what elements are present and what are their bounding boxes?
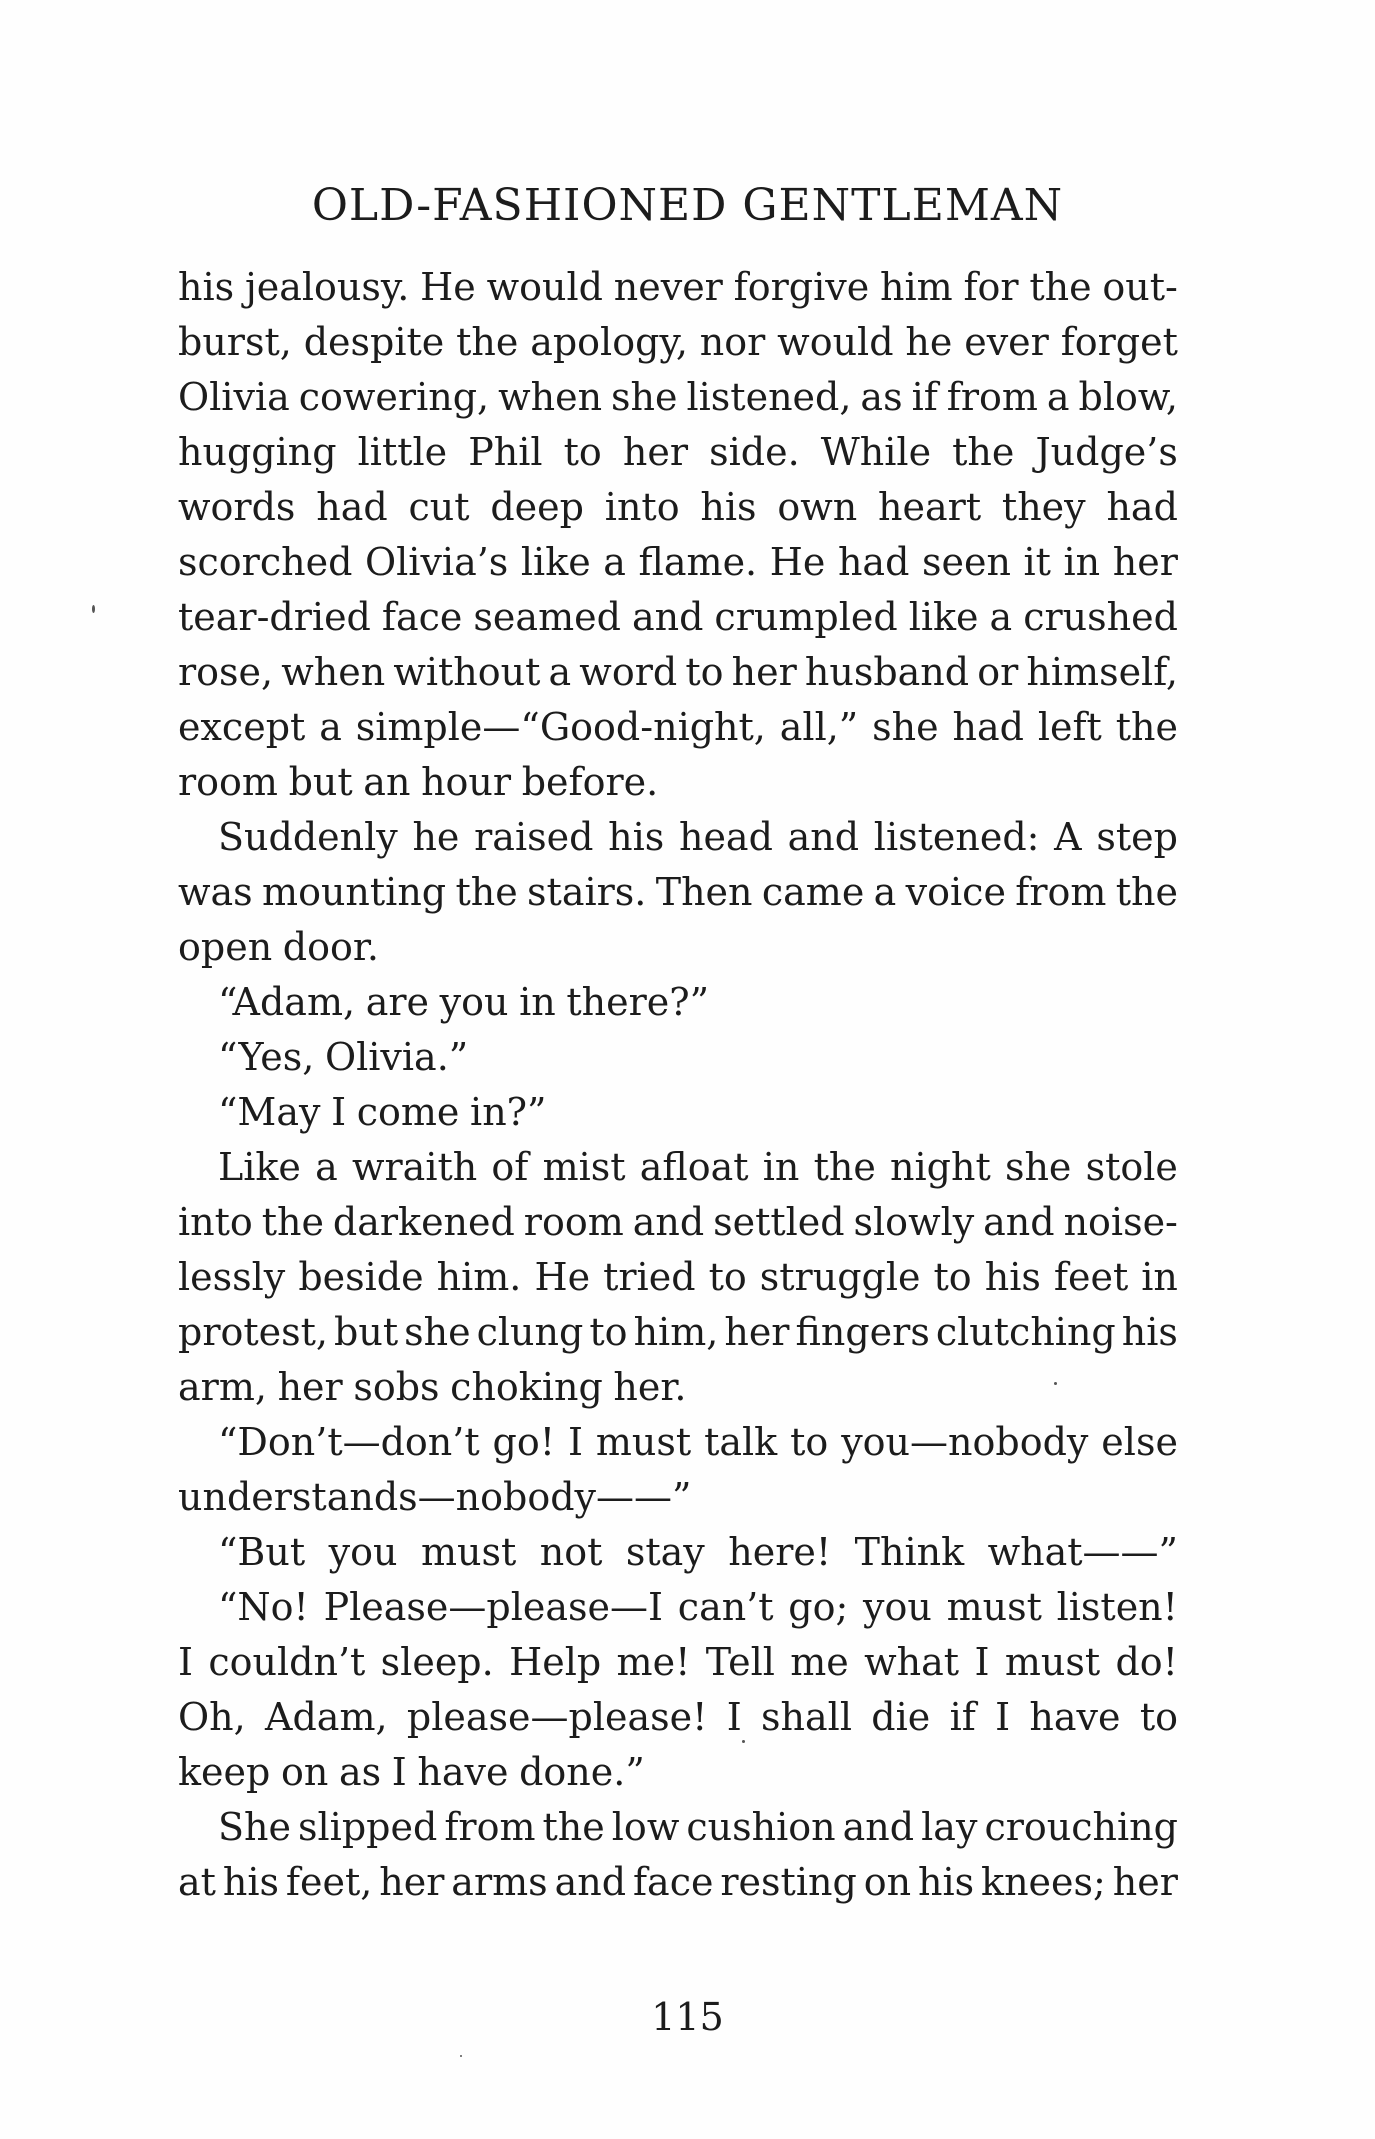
text-line: Olivia cowering, when she listened, as if from a blow, bbox=[178, 375, 1178, 419]
text-line: words had cut deep into his own heart they had bbox=[178, 485, 1178, 529]
text-line: at his feet, her arms and face resting on his knees; her bbox=[178, 1860, 1178, 1904]
text-line: “No! Please—please—I can’t go; you must listen! bbox=[218, 1585, 1178, 1629]
text-line: Like a wraith of mist afloat in the night she stole bbox=[218, 1145, 1178, 1189]
text-line: was mounting the stairs. Then came a voice from the bbox=[178, 870, 1178, 914]
ink-speck bbox=[92, 605, 95, 613]
ink-speck bbox=[460, 2055, 462, 2057]
text-line: Oh, Adam, please—please! I shall die if I have to bbox=[178, 1695, 1178, 1739]
text-line: lessly beside him. He tried to struggle to his feet in bbox=[178, 1255, 1178, 1299]
text-line: rose, when without a word to her husband or himself, bbox=[178, 650, 1178, 694]
text-line: his jealousy. He would never forgive him for the out- bbox=[178, 265, 1178, 309]
text-line: “Don’t—don’t go! I must talk to you—nobody else bbox=[218, 1420, 1178, 1464]
text-line: arm, her sobs choking her. bbox=[178, 1365, 687, 1409]
text-line: protest, but she clung to him, her fingers clutching his bbox=[178, 1310, 1178, 1354]
text-line: “Yes, Olivia.” bbox=[218, 1035, 469, 1079]
ink-speck bbox=[742, 1740, 745, 1743]
text-line: hugging little Phil to her side. While the Judge’s bbox=[178, 430, 1178, 474]
text-line: scorched Olivia’s like a flame. He had seen it in her bbox=[178, 540, 1178, 584]
text-line: except a simple—“Good-night, all,” she had left the bbox=[178, 705, 1178, 749]
text-line: “May I come in?” bbox=[218, 1090, 547, 1134]
ink-speck bbox=[1054, 1382, 1057, 1385]
text-line: room but an hour before. bbox=[178, 760, 659, 804]
text-line: tear-dried face seamed and crumpled like a crushed bbox=[178, 595, 1178, 639]
page-number: 115 bbox=[651, 1995, 724, 2039]
text-line: I couldn’t sleep. Help me! Tell me what I must do! bbox=[178, 1640, 1178, 1684]
text-line: understands—nobody——” bbox=[178, 1475, 692, 1519]
text-line: She slipped from the low cushion and lay crouching bbox=[218, 1805, 1178, 1849]
text-line: into the darkened room and settled slowly and noise- bbox=[178, 1200, 1178, 1244]
text-line: “Adam, are you in there?” bbox=[218, 980, 710, 1024]
running-head: OLD-FASHIONED GENTLEMAN bbox=[311, 180, 1064, 231]
body-text bbox=[178, 260, 1178, 1910]
text-line: “But you must not stay here! Think what——” bbox=[218, 1530, 1178, 1574]
text-line: keep on as I have done.” bbox=[178, 1750, 645, 1794]
text-line: Suddenly he raised his head and listened: A step bbox=[218, 815, 1178, 859]
text-line: open door. bbox=[178, 925, 379, 969]
text-line: burst, despite the apology, nor would he ever forget bbox=[178, 320, 1178, 364]
